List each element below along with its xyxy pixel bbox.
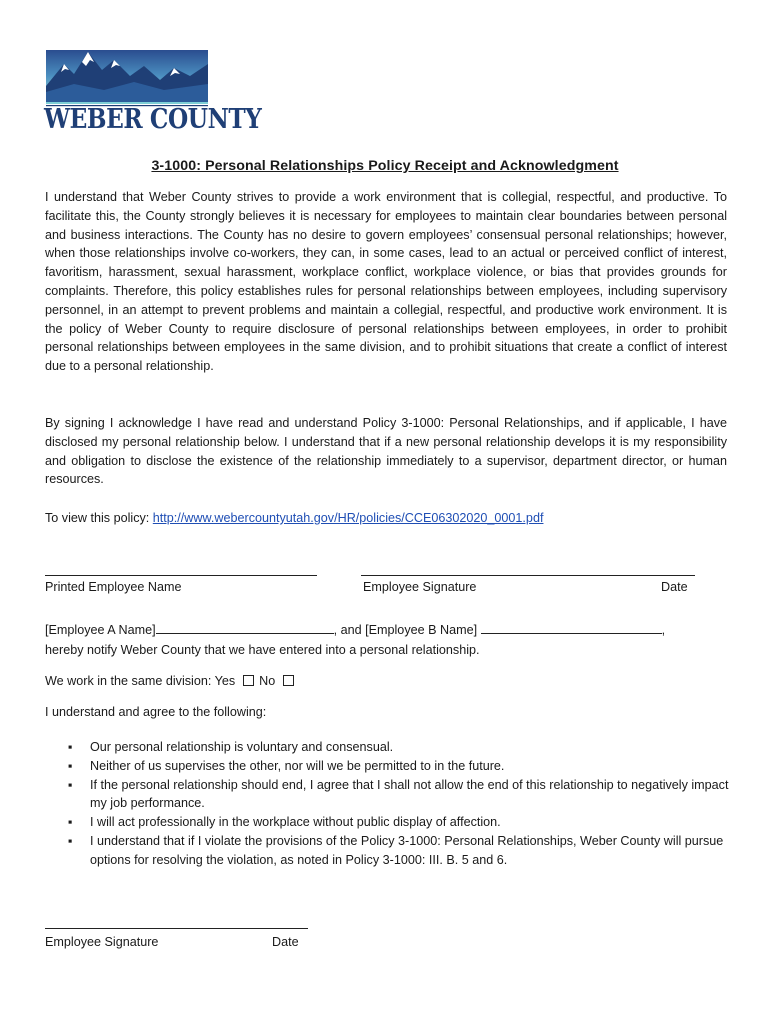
agreement-list bbox=[62, 738, 732, 870]
yes-checkbox[interactable] bbox=[243, 675, 254, 686]
bullet-icon: ▪ bbox=[68, 740, 73, 754]
policy-link-line bbox=[45, 511, 543, 525]
employee-a-name-field[interactable] bbox=[156, 621, 334, 634]
mountain-logo-graphic bbox=[44, 46, 210, 108]
notify-trailing-comma: , bbox=[661, 623, 666, 637]
no-checkbox[interactable] bbox=[283, 675, 294, 686]
final-date-label: Date bbox=[272, 935, 299, 949]
employee-b-label: , and [Employee B Name] bbox=[333, 623, 478, 637]
weber-county-logo bbox=[44, 46, 262, 142]
signature-label: Employee Signature bbox=[363, 580, 477, 594]
bullet-icon: ▪ bbox=[68, 777, 73, 792]
employee-a-label: [Employee A Name] bbox=[45, 623, 156, 637]
final-signature-label: Employee Signature bbox=[45, 935, 159, 949]
list-item: ▪ Our personal relationship is voluntary and consensual. bbox=[62, 738, 732, 757]
policy-link-prefix: To view this policy: bbox=[45, 511, 153, 525]
date-label: Date bbox=[661, 580, 688, 594]
bullet-icon: ▪ bbox=[68, 815, 73, 830]
notify-statement: hereby notify Weber County that we have entered into a personal relationship. bbox=[45, 643, 480, 657]
division-question-line bbox=[45, 674, 296, 688]
bullet-icon: ▪ bbox=[68, 833, 73, 848]
no-label: No bbox=[259, 674, 276, 688]
list-item: ▪ I will act professionally in the workplace without public display of affection. bbox=[62, 813, 732, 832]
bullet-icon: ▪ bbox=[68, 758, 73, 773]
printed-name-label: Printed Employee Name bbox=[45, 580, 182, 594]
policy-link[interactable]: http://www.webercountyutah.gov/HR/policies/CCE06302020_0001.pdf bbox=[152, 511, 544, 525]
policy-intro-paragraph: I understand that Weber County strives to provide a work environment that is collegial, respectful, and productive. To facilitate this, the County strongly believes it is necessary for employees to maintain clear boundaries between personal and business interactions. The County has no desire to govern employees’ consensual personal relationships; however, when those relationships involve co-workers, they can, in some cases, lead to an actual or perceived conflict of interest, favoritism, harassment, sexual harassment, workplace conflict, workplace violence, or bias that provides grounds for complaints. Therefore, this policy establishes rules for personal relationships between employees, including supervisory personnel, in an attempt to prevent problems and maintain a collegial, respectful, and productive work environment. It is the policy of Weber County to require disclosure of personal relationships between employees, in order to prohibit personal relationships between employees in the same division, and to prohibit situations that create a conflict of interest due to a personal relationship. bbox=[45, 190, 727, 374]
list-item: ▪ If the personal relationship should end, I agree that I shall not allow the end of this relationship to negatively impact my job performance. bbox=[68, 777, 729, 811]
list-item: ▪ I understand that if I violate the provisions of the Policy 3-1000: Personal Relationships, Weber County will pursue options for resolving the violation, as noted in Policy 3-1000: III. B. 5 and 6. bbox=[68, 833, 724, 867]
employee-b-name-field[interactable] bbox=[481, 621, 662, 634]
division-question: We work in the same division: Yes bbox=[45, 674, 236, 688]
employee-signature-line[interactable] bbox=[361, 575, 695, 576]
acknowledgment-paragraph: By signing I acknowledge I have read and understand Policy 3-1000: Personal Relationships, and if applicable, I have disclosed my personal relationship below. I understand that if a new personal relationship develops it is my responsibility and obligation to disclose the existence of the relationship immediately to a supervisor, department director, or human resources. bbox=[45, 416, 727, 487]
logo-wordmark: WEBER COUNTY bbox=[44, 104, 262, 135]
form-title: 3-1000: Personal Relationships Policy Receipt and Acknowledgment bbox=[151, 158, 619, 174]
notify-line bbox=[45, 621, 665, 637]
final-signature-line[interactable] bbox=[45, 928, 308, 929]
agree-intro: I understand and agree to the following: bbox=[45, 705, 267, 719]
printed-name-line[interactable] bbox=[45, 575, 317, 576]
list-item: ▪ Neither of us supervises the other, nor will we be permitted to in the future. bbox=[62, 757, 732, 776]
